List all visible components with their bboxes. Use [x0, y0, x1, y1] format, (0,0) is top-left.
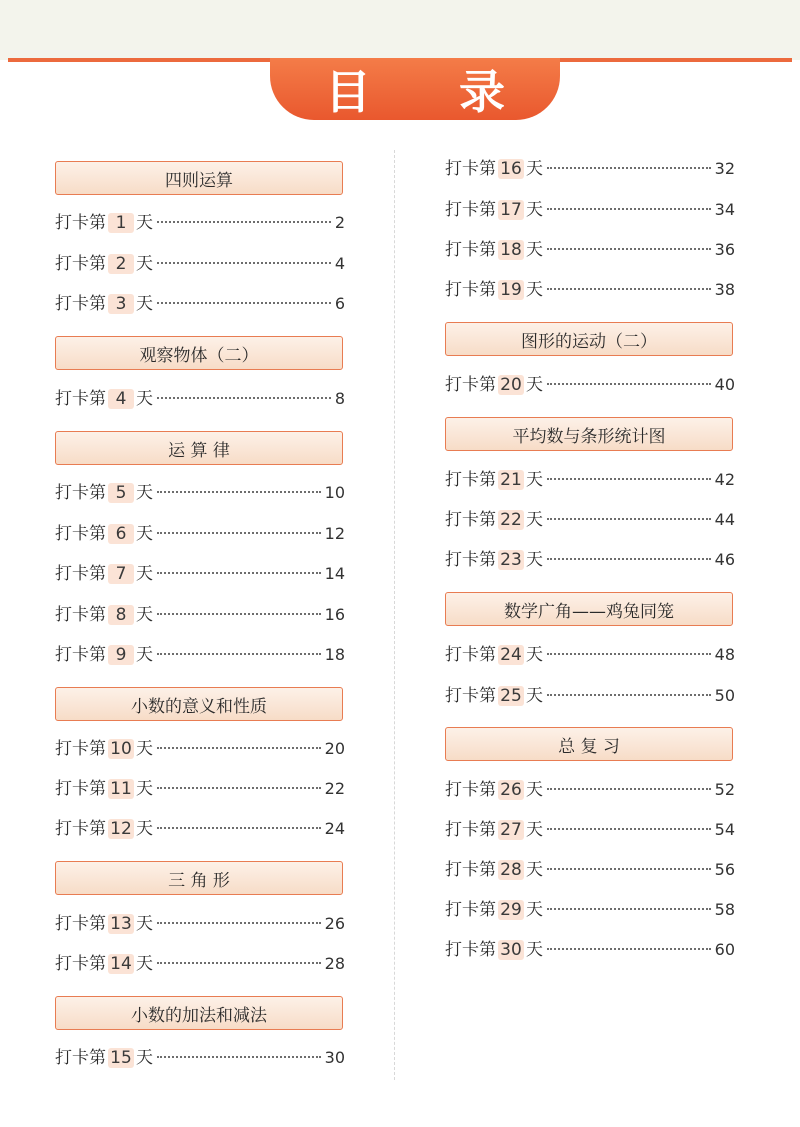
entry-suffix: 天: [526, 686, 543, 706]
entry-suffix: 天: [136, 1048, 153, 1068]
toc-entry[interactable]: [55, 600, 345, 626]
dot-leader: [547, 288, 711, 290]
dot-leader: [547, 868, 711, 870]
entry-prefix: 打卡第: [445, 280, 496, 300]
dot-leader: [547, 948, 711, 950]
toc-entry[interactable]: [445, 465, 735, 491]
page-number: 2: [334, 213, 345, 232]
entry-suffix: 天: [136, 483, 153, 503]
entry-prefix: 打卡第: [55, 294, 106, 314]
dot-leader: [157, 653, 321, 655]
dot-leader: [157, 922, 321, 924]
day-number: 2: [108, 254, 134, 274]
page-number: 34: [714, 200, 735, 219]
page-number: 46: [714, 550, 735, 569]
entry-prefix: 打卡第: [445, 470, 496, 490]
dot-leader: [157, 747, 321, 749]
page-number: 38: [714, 280, 735, 299]
entry-suffix: 天: [136, 524, 153, 544]
entry-suffix: 天: [136, 254, 153, 274]
entry-prefix: 打卡第: [55, 819, 106, 839]
dot-leader: [547, 653, 711, 655]
day-number: 8: [108, 605, 134, 625]
entry-suffix: 天: [136, 819, 153, 839]
section-header: 平均数与条形统计图: [445, 417, 733, 451]
dot-leader: [157, 1056, 321, 1058]
section-header: 总 复 习: [445, 727, 733, 761]
entry-prefix: 打卡第: [55, 914, 106, 934]
dot-leader: [157, 302, 331, 304]
day-number: 30: [498, 940, 524, 960]
entry-suffix: 天: [526, 240, 543, 260]
page-number: 4: [334, 254, 345, 273]
page-number: 50: [714, 686, 735, 705]
page-number: 6: [334, 294, 345, 313]
entry-suffix: 天: [526, 900, 543, 920]
toc-entry[interactable]: [445, 855, 735, 881]
page-number: 16: [324, 605, 345, 624]
dot-leader: [157, 221, 331, 223]
entry-prefix: 打卡第: [55, 524, 106, 544]
entry-suffix: 天: [526, 280, 543, 300]
section-header: 小数的加法和减法: [55, 996, 343, 1030]
toc-entry[interactable]: [55, 949, 345, 975]
entry-suffix: 天: [136, 389, 153, 409]
entry-suffix: 天: [526, 510, 543, 530]
entry-suffix: 天: [136, 914, 153, 934]
dot-leader: [157, 613, 321, 615]
day-number: 6: [108, 524, 134, 544]
toc-entry[interactable]: [445, 154, 735, 180]
entry-suffix: 天: [526, 860, 543, 880]
entry-suffix: 天: [526, 780, 543, 800]
entry-prefix: 打卡第: [445, 940, 496, 960]
toc-entry[interactable]: [55, 559, 345, 585]
day-number: 22: [498, 510, 524, 530]
page-number: 12: [324, 524, 345, 543]
page-number: 42: [714, 470, 735, 489]
entry-suffix: 天: [526, 550, 543, 570]
dot-leader: [547, 788, 711, 790]
section-header: 四则运算: [55, 161, 343, 195]
page-number: 30: [324, 1048, 345, 1067]
section-header: 运 算 律: [55, 431, 343, 465]
entry-prefix: 打卡第: [55, 1048, 106, 1068]
day-number: 19: [498, 280, 524, 300]
page-number: 36: [714, 240, 735, 259]
entry-suffix: 天: [136, 564, 153, 584]
entry-suffix: 天: [136, 213, 153, 233]
entry-prefix: 打卡第: [55, 605, 106, 625]
entry-suffix: 天: [526, 159, 543, 179]
toc-entry[interactable]: [55, 640, 345, 666]
page-number: 40: [714, 375, 735, 394]
entry-prefix: 打卡第: [55, 954, 106, 974]
day-number: 11: [108, 779, 134, 799]
day-number: 10: [108, 739, 134, 759]
toc-entry[interactable]: [445, 195, 735, 221]
entry-prefix: 打卡第: [445, 645, 496, 665]
toc-entry[interactable]: [445, 681, 735, 707]
page-number: 24: [324, 819, 345, 838]
day-number: 26: [498, 780, 524, 800]
toc-entry[interactable]: [445, 235, 735, 261]
entry-prefix: 打卡第: [445, 686, 496, 706]
entry-prefix: 打卡第: [55, 254, 106, 274]
toc-entry[interactable]: [445, 775, 735, 801]
dot-leader: [547, 478, 711, 480]
entry-prefix: 打卡第: [445, 900, 496, 920]
dot-leader: [547, 694, 711, 696]
day-number: 21: [498, 470, 524, 490]
page-number: 44: [714, 510, 735, 529]
entry-suffix: 天: [136, 739, 153, 759]
page-number: 32: [714, 159, 735, 178]
day-number: 7: [108, 564, 134, 584]
section-header: 三 角 形: [55, 861, 343, 895]
section-header: 小数的意义和性质: [55, 687, 343, 721]
dot-leader: [547, 828, 711, 830]
entry-prefix: 打卡第: [445, 860, 496, 880]
day-number: 27: [498, 820, 524, 840]
day-number: 17: [498, 200, 524, 220]
dot-leader: [547, 908, 711, 910]
page-number: 58: [714, 900, 735, 919]
page-number: 56: [714, 860, 735, 879]
entry-prefix: 打卡第: [55, 564, 106, 584]
toc-entry[interactable]: [55, 909, 345, 935]
entry-prefix: 打卡第: [445, 780, 496, 800]
day-number: 4: [108, 389, 134, 409]
entry-prefix: 打卡第: [445, 510, 496, 530]
entry-suffix: 天: [526, 470, 543, 490]
entry-suffix: 天: [526, 375, 543, 395]
entry-prefix: 打卡第: [55, 645, 106, 665]
toc-entry[interactable]: [55, 478, 345, 504]
toc-entry[interactable]: [55, 734, 345, 760]
toc-entry[interactable]: [445, 275, 735, 301]
day-number: 9: [108, 645, 134, 665]
entry-suffix: 天: [136, 645, 153, 665]
entry-prefix: 打卡第: [55, 739, 106, 759]
dot-leader: [157, 397, 331, 399]
dot-leader: [547, 558, 711, 560]
day-number: 3: [108, 294, 134, 314]
dot-leader: [547, 167, 711, 169]
entry-suffix: 天: [136, 294, 153, 314]
toc-entry[interactable]: [445, 545, 735, 571]
day-number: 12: [108, 819, 134, 839]
day-number: 28: [498, 860, 524, 880]
entry-prefix: 打卡第: [55, 779, 106, 799]
page-title: 目 录: [270, 58, 560, 120]
dot-leader: [157, 572, 321, 574]
column-divider: [394, 150, 395, 1080]
day-number: 23: [498, 550, 524, 570]
day-number: 13: [108, 914, 134, 934]
entry-prefix: 打卡第: [445, 550, 496, 570]
dot-leader: [547, 208, 711, 210]
page-number: 22: [324, 779, 345, 798]
entry-suffix: 天: [526, 820, 543, 840]
dot-leader: [157, 962, 321, 964]
entry-prefix: 打卡第: [55, 483, 106, 503]
page-number: 28: [324, 954, 345, 973]
day-number: 29: [498, 900, 524, 920]
entry-prefix: 打卡第: [445, 240, 496, 260]
day-number: 14: [108, 954, 134, 974]
day-number: 1: [108, 213, 134, 233]
day-number: 24: [498, 645, 524, 665]
page-number: 10: [324, 483, 345, 502]
toc-entry[interactable]: [55, 249, 345, 275]
entry-prefix: 打卡第: [445, 375, 496, 395]
dot-leader: [157, 262, 331, 264]
entry-suffix: 天: [526, 940, 543, 960]
day-number: 16: [498, 159, 524, 179]
entry-suffix: 天: [526, 645, 543, 665]
entry-suffix: 天: [526, 200, 543, 220]
day-number: 5: [108, 483, 134, 503]
dot-leader: [547, 518, 711, 520]
day-number: 20: [498, 375, 524, 395]
toc-entry[interactable]: [445, 935, 735, 961]
toc-entry[interactable]: [445, 895, 735, 921]
entry-suffix: 天: [136, 954, 153, 974]
day-number: 15: [108, 1048, 134, 1068]
page-number: 14: [324, 564, 345, 583]
toc-entry[interactable]: [55, 1043, 345, 1069]
page-number: 60: [714, 940, 735, 959]
toc-entry[interactable]: [55, 384, 345, 410]
section-header: 数学广角——鸡兔同笼: [445, 592, 733, 626]
entry-suffix: 天: [136, 779, 153, 799]
dot-leader: [547, 248, 711, 250]
entry-suffix: 天: [136, 605, 153, 625]
page-number: 8: [334, 389, 345, 408]
toc-entry[interactable]: [55, 208, 345, 234]
dot-leader: [547, 383, 711, 385]
toc-entry[interactable]: [445, 815, 735, 841]
dot-leader: [157, 787, 321, 789]
entry-prefix: 打卡第: [445, 200, 496, 220]
toc-entry[interactable]: [55, 289, 345, 315]
toc-entry[interactable]: [445, 370, 735, 396]
toc-entry[interactable]: [445, 640, 735, 666]
entry-prefix: 打卡第: [55, 213, 106, 233]
section-header: 图形的运动（二）: [445, 322, 733, 356]
entry-prefix: 打卡第: [55, 389, 106, 409]
toc-entry[interactable]: [55, 519, 345, 545]
page-number: 18: [324, 645, 345, 664]
page-number: 52: [714, 780, 735, 799]
page-number: 48: [714, 645, 735, 664]
dot-leader: [157, 827, 321, 829]
day-number: 25: [498, 686, 524, 706]
top-band: [0, 0, 800, 60]
toc-entry[interactable]: [55, 814, 345, 840]
day-number: 18: [498, 240, 524, 260]
entry-prefix: 打卡第: [445, 159, 496, 179]
dot-leader: [157, 491, 321, 493]
entry-prefix: 打卡第: [445, 820, 496, 840]
toc-entry[interactable]: [55, 774, 345, 800]
page-number: 20: [324, 739, 345, 758]
page-number: 54: [714, 820, 735, 839]
section-header: 观察物体（二）: [55, 336, 343, 370]
page-number: 26: [324, 914, 345, 933]
dot-leader: [157, 532, 321, 534]
toc-entry[interactable]: [445, 505, 735, 531]
